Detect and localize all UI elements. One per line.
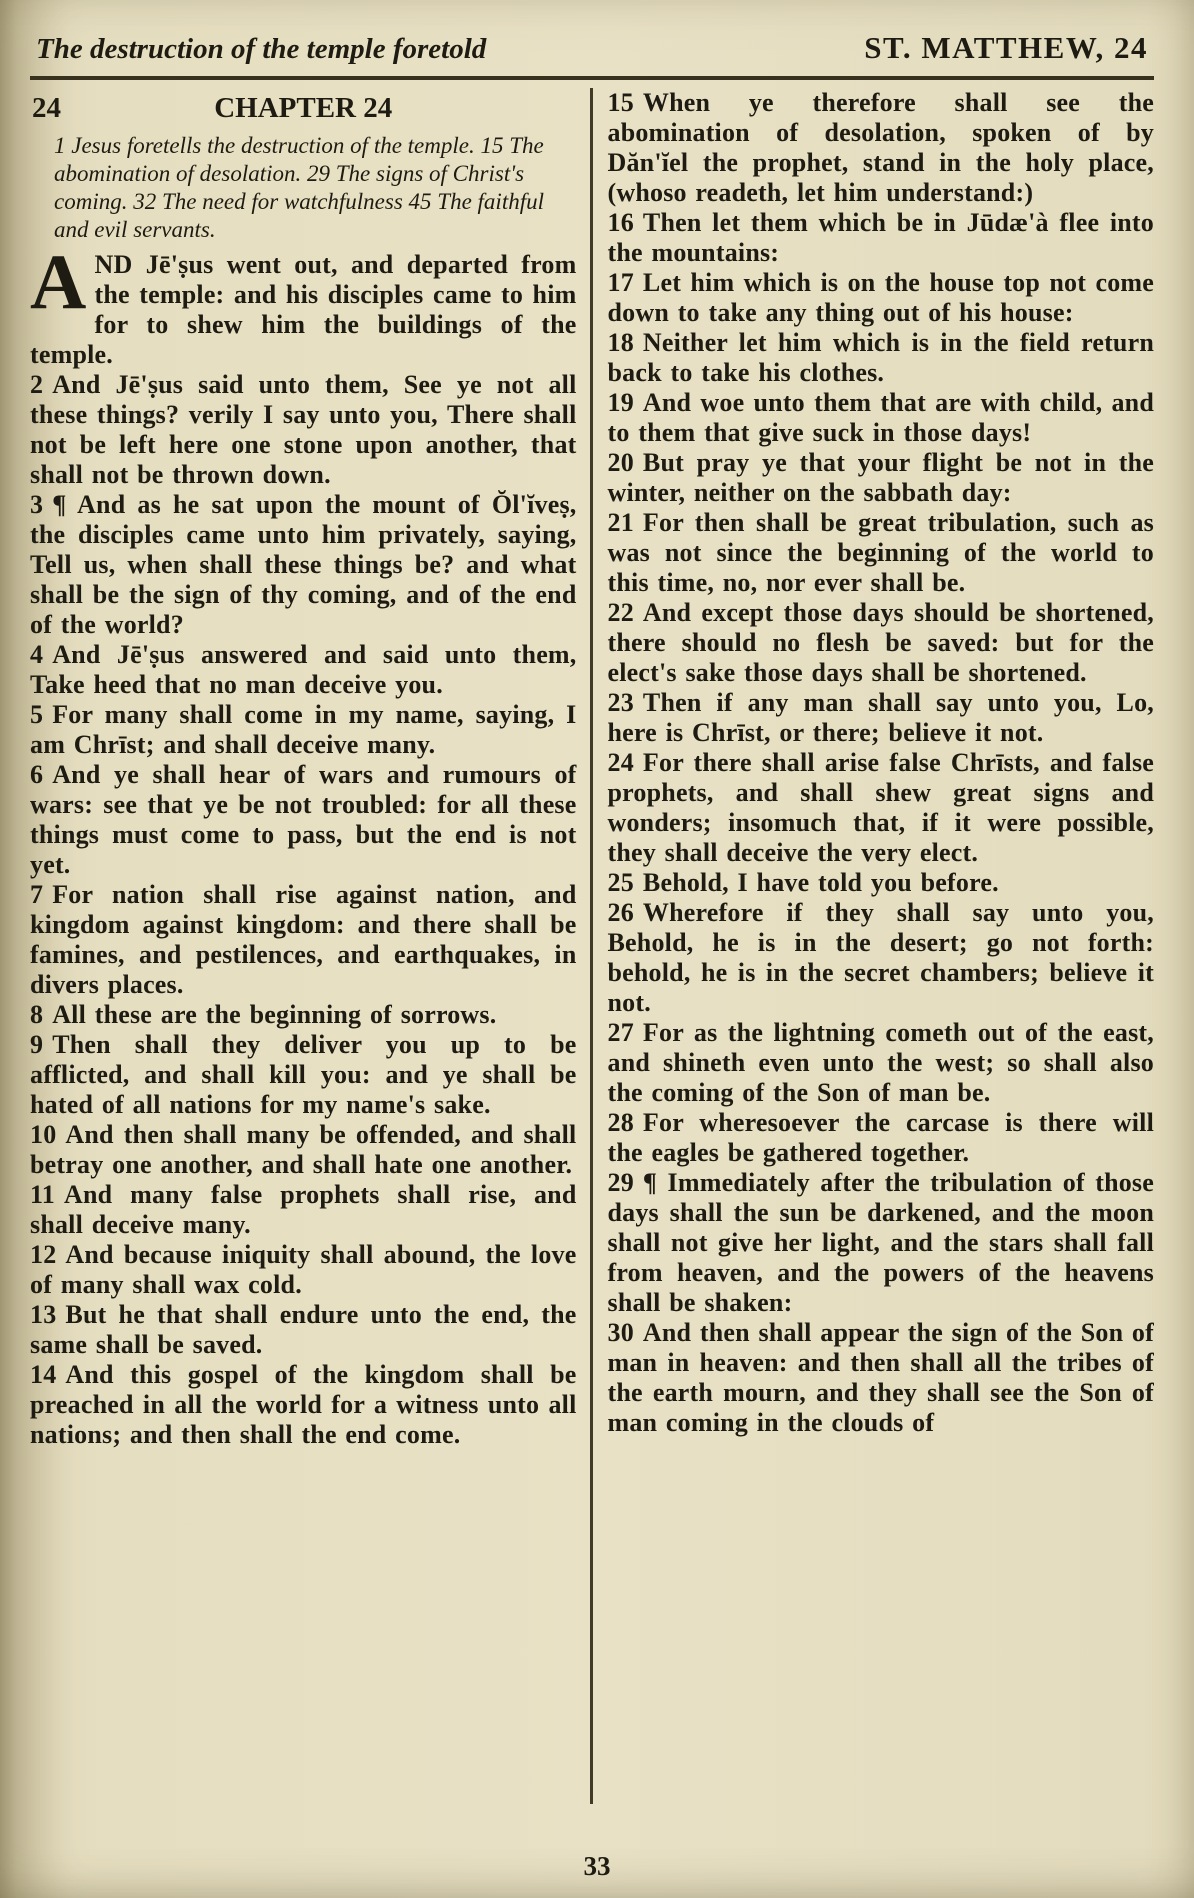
verse-text: For wheresoever the carcase is there will the eagles be gathered together. xyxy=(607,1108,1154,1167)
verse-number: 13 xyxy=(30,1300,57,1329)
verse-number: 22 xyxy=(607,598,634,627)
verse-number: 11 xyxy=(30,1180,55,1209)
verse xyxy=(30,370,577,490)
verse-number: 15 xyxy=(607,88,634,117)
running-head-book-chapter: ST. MATTHEW, 24 xyxy=(864,30,1148,65)
verse xyxy=(30,1000,577,1030)
verse-number: 26 xyxy=(607,898,634,927)
verse xyxy=(608,328,1155,388)
page-number: 33 xyxy=(583,1851,611,1881)
verse xyxy=(608,688,1155,748)
verse-text: Then let them which be in Jūdæ'à flee into the mountains: xyxy=(607,208,1154,267)
header-rule xyxy=(30,76,1154,80)
verse-text: And this gospel of the kingdom shall be preached in all the world for a witness unto all nations; and then shall the end come. xyxy=(30,1360,577,1449)
verse xyxy=(30,880,577,1000)
verse-number: 24 xyxy=(607,748,634,777)
verse-number: 25 xyxy=(607,868,634,897)
chapter-heading: CHAPTER 24 xyxy=(214,92,393,124)
verse-number: 17 xyxy=(607,268,634,297)
verse-number: 21 xyxy=(607,508,634,537)
verse xyxy=(608,508,1155,598)
verse-text: Let him which is on the house top not come down to take any thing out of his house: xyxy=(607,268,1154,327)
verse xyxy=(608,868,1155,898)
verse-number: 27 xyxy=(607,1018,634,1047)
verse-text: But he that shall endure unto the end, the same shall be saved. xyxy=(30,1300,577,1359)
verse xyxy=(30,760,577,880)
verse xyxy=(608,598,1155,688)
verse-number: 30 xyxy=(607,1318,634,1347)
chapter-heading-row xyxy=(30,90,577,126)
verse-number: 8 xyxy=(30,1000,44,1029)
verse xyxy=(608,208,1155,268)
verse-text: And except those days should be shortened, there should no flesh be saved: but for the elect's sake those days shall be shortened. xyxy=(607,598,1154,687)
verse-text: And because iniquity shall abound, the love of many shall wax cold. xyxy=(30,1240,577,1299)
verse-number: 14 xyxy=(30,1360,57,1389)
running-head-title: The destruction of the temple foretold xyxy=(36,33,487,65)
running-head xyxy=(30,22,1154,76)
verse-text: Then shall they deliver you up to be afflicted, and shall kill you: and ye shall be hated of all nations for my name's sake. xyxy=(30,1030,577,1119)
verse-text: ND Jē'ṣus went out, and departed from the temple: and his disciples came to him for to shew him the buildings of the temple. xyxy=(30,250,577,369)
verse-number: 6 xyxy=(30,760,44,789)
right-column xyxy=(590,88,1155,1804)
verse-text: And then shall many be offended, and shall betray one another, and shall hate one another. xyxy=(30,1120,577,1179)
verse-number: 10 xyxy=(30,1120,57,1149)
verse xyxy=(30,1360,577,1450)
verse-text: When ye therefore shall see the abomination of desolation, spoken of by Dăn'ĭel the prophet, stand in the holy place, (whoso readeth, let him understand:) xyxy=(607,88,1154,207)
verse-text: And Jē'ṣus said unto them, See ye not all these things? verily I say unto you, There shall not be left here one stone upon another, that shall not be thrown down. xyxy=(30,370,577,489)
verse-text: And many false prophets shall rise, and shall deceive many. xyxy=(30,1180,577,1239)
verse-text: Wherefore if they shall say unto you, Behold, he is in the desert; go not forth: behold, he is in the secret chambers; believe it not. xyxy=(607,898,1154,1017)
verse xyxy=(30,490,577,640)
verse-number: 3 xyxy=(30,490,44,519)
verse-text: And ye shall hear of wars and rumours of wars: see that ye be not troubled: for all these things must come to pass, but the end is not yet. xyxy=(30,760,577,879)
verse-number: 29 xyxy=(607,1168,634,1197)
verse-text: For nation shall rise against nation, and kingdom against kingdom: and there shall be famines, and pestilences, and earthquakes, in divers places. xyxy=(30,880,577,999)
verse-text: All these are the beginning of sorrows. xyxy=(52,1000,497,1029)
verse-text: But pray ye that your flight be not in the winter, neither on the sabbath day: xyxy=(607,448,1154,507)
verse-number: 2 xyxy=(30,370,44,399)
chapter-summary: 1 Jesus foretells the destruction of the temple. 15 The abomination of desolation. 29 The signs of Christ's coming. 32 The need for watchfulness 45 The faithful and evil servants. xyxy=(54,133,544,242)
verse-number: 5 xyxy=(30,700,44,729)
verse xyxy=(608,1168,1155,1318)
verse xyxy=(30,1180,577,1240)
verse xyxy=(30,1030,577,1120)
verse-number: 23 xyxy=(607,688,634,717)
verse xyxy=(608,748,1155,868)
verse xyxy=(30,640,577,700)
verse-number: 28 xyxy=(607,1108,634,1137)
verse xyxy=(608,1018,1155,1108)
verse-text: For then shall be great tribulation, such as was not since the beginning of the world to this time, no, nor ever shall be. xyxy=(607,508,1154,597)
verse-number: 18 xyxy=(607,328,634,357)
verse-number: 20 xyxy=(607,448,634,477)
verse xyxy=(30,1240,577,1300)
verse-text: ¶ Immediately after the tribulation of those days shall the sun be darkened, and the moon shall not give her light, and the stars shall fall from heaven, and the powers of the heavens shall be shaken: xyxy=(607,1168,1154,1317)
verse-text: For many shall come in my name, saying, I am Chrīst; and shall deceive many. xyxy=(30,700,577,759)
verse xyxy=(30,238,577,370)
verse xyxy=(608,1318,1155,1438)
verse xyxy=(608,268,1155,328)
verse-text: And woe unto them that are with child, and to them that give suck in those days! xyxy=(607,388,1154,447)
verse xyxy=(608,388,1155,448)
verse-text: And then shall appear the sign of the Son of man in heaven: and then shall all the tribes of the earth mourn, and they shall see the Son of man coming in the clouds of xyxy=(607,1318,1154,1437)
verse-number: 16 xyxy=(607,208,634,237)
verse-number: 7 xyxy=(30,880,44,909)
verse-text: Behold, I have told you before. xyxy=(642,868,999,897)
verse xyxy=(608,88,1155,208)
chapter-margin-number: 24 xyxy=(32,92,61,124)
left-column xyxy=(30,88,590,1804)
verse-text: ¶ And as he sat upon the mount of Ŏl'ĭveṣ, the disciples came unto him privately, saying, Tell us, when shall these things be? and what shall be the sign of thy coming, and of the end of the world? xyxy=(30,490,577,639)
verse-number: 4 xyxy=(30,640,44,669)
verse xyxy=(608,898,1155,1018)
verse xyxy=(30,1120,577,1180)
verse xyxy=(30,700,577,760)
verse-number: 9 xyxy=(30,1030,44,1059)
verse-text: For as the lightning cometh out of the east, and shineth even unto the west; so shall also the coming of the Son of man be. xyxy=(607,1018,1154,1107)
verse-text: Then if any man shall say unto you, Lo, here is Chrīst, or there; believe it not. xyxy=(607,688,1154,747)
verse xyxy=(30,1300,577,1360)
verse-text: Neither let him which is in the field return back to take his clothes. xyxy=(607,328,1154,387)
verse-number: 19 xyxy=(607,388,634,417)
verse-text: For there shall arise false Chrīsts, and false prophets, and shall shew great signs and wonders; insomuch that, if it were possible, they shall deceive the very elect. xyxy=(607,748,1154,867)
verse-number: 12 xyxy=(30,1240,57,1269)
verse xyxy=(608,448,1155,508)
verse-text: And Jē'ṣus answered and said unto them, Take heed that no man deceive you. xyxy=(30,640,577,699)
verse xyxy=(608,1108,1155,1168)
drop-cap: A xyxy=(30,238,87,325)
two-column-text xyxy=(30,88,1154,1804)
